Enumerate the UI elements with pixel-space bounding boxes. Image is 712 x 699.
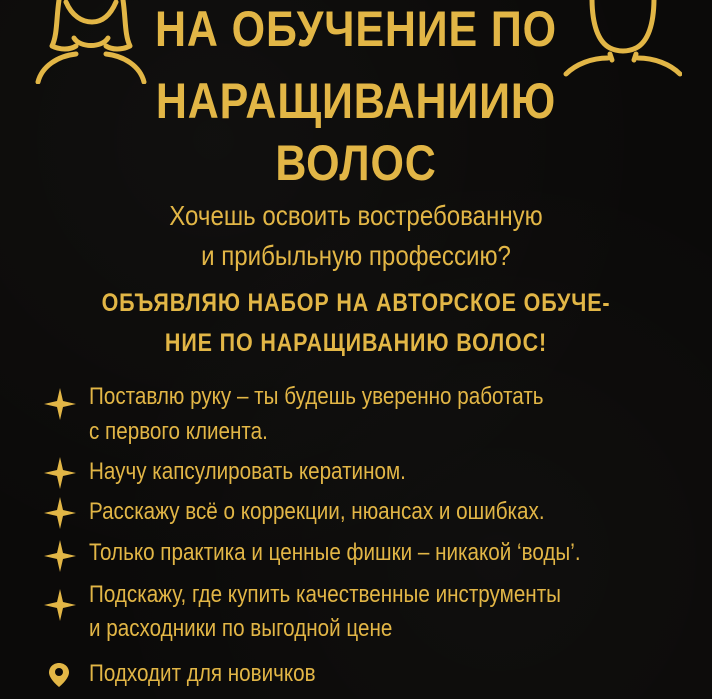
bullet-4-line-1: Только практика и ценные фишки – никакой ‘воды’. xyxy=(89,539,581,566)
announcement-line-2: НИЕ ПО НАРАЩИВАНИЮ ВОЛОС! xyxy=(164,329,548,357)
four-point-star-icon xyxy=(44,497,76,529)
subtitle-line-2: и прибыльную профессию? xyxy=(201,240,511,271)
page-title-line-3: ВОЛОС xyxy=(275,135,437,191)
bullet-1-line-1: Поставлю руку – ты будешь уверенно работать xyxy=(89,383,544,410)
location-note: Подходит для новичков xyxy=(89,660,316,687)
bullet-5-line-2: и расходники по выгодной цене xyxy=(89,615,393,642)
page-title-line-2: НАРАЩИВАНИИЮ xyxy=(155,73,557,129)
location-pin-icon xyxy=(48,662,70,688)
bullet-2-line-1: Научу капсулировать кератином. xyxy=(89,458,406,485)
four-point-star-icon xyxy=(44,540,76,572)
subtitle-line-1: Хочешь освоить востребованную xyxy=(169,200,543,231)
four-point-star-icon xyxy=(44,457,76,489)
announcement-line-1: ОБЪЯВЛЯЮ НАБОР НА АВТОРСКОЕ ОБУЧЕ- xyxy=(101,289,611,317)
four-point-star-icon xyxy=(44,589,76,621)
four-point-star-icon xyxy=(44,388,76,420)
bullet-5-line-1: Подскажу, где купить качественные инструменты xyxy=(89,581,562,608)
bullet-1-line-2: с первого клиента. xyxy=(89,418,268,445)
page-title-line-1: НА ОБУЧЕНИЕ ПО xyxy=(155,1,557,57)
bullet-3-line-1: Расскажу всё о коррекции, нюансах и ошибках. xyxy=(89,498,545,525)
